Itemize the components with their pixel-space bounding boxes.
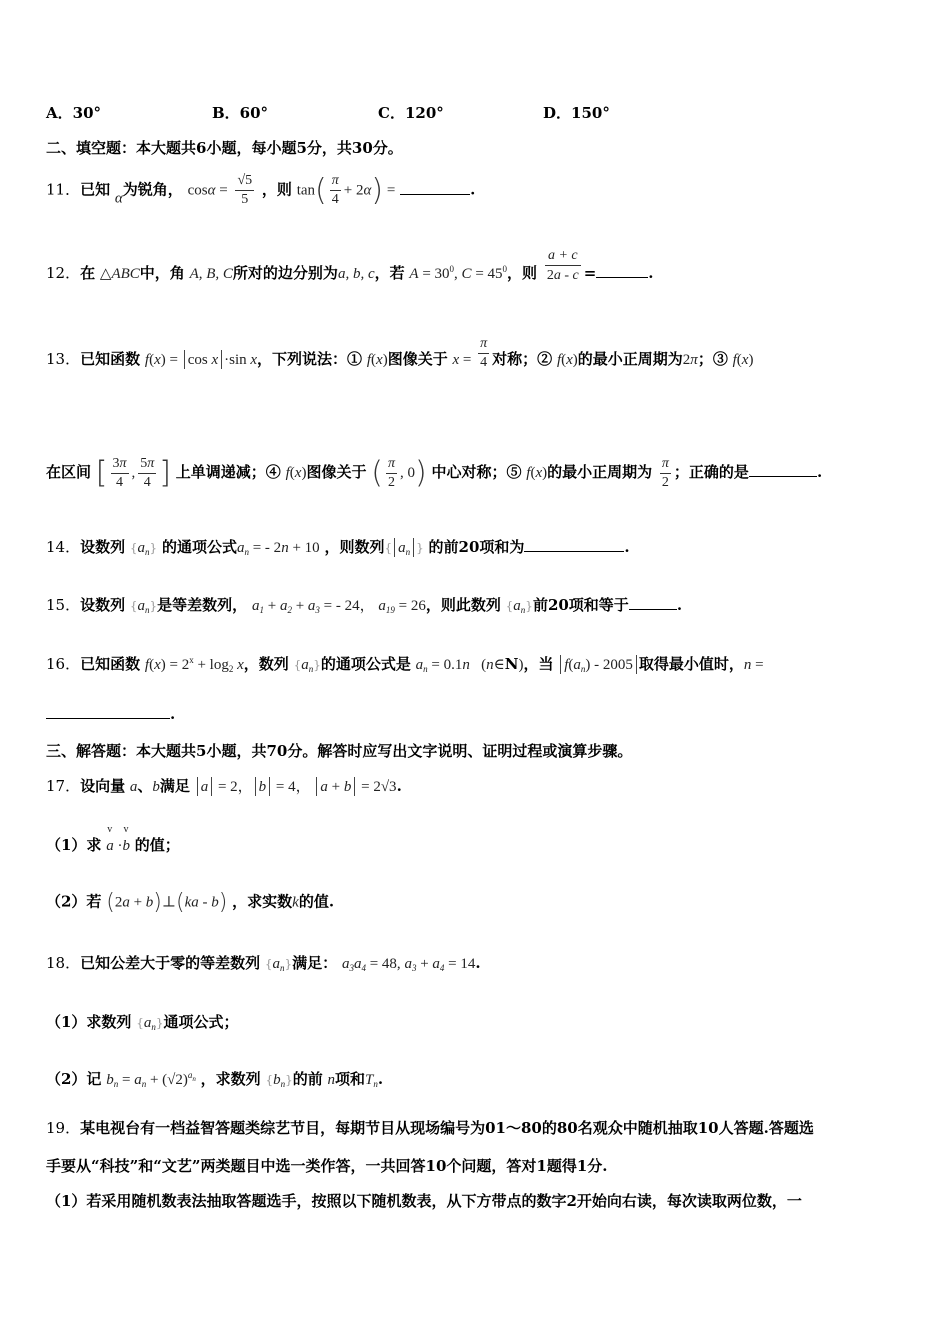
q12-eq: = (583, 264, 597, 282)
question-12: 12．在 △ABC中，角 A, B, C所对的边分别为a, b, c，若 $A = 30^0$, $C = 45^0$，则 $\frac{a + c}{2a - c}$ = . (46, 248, 654, 283)
q18-p2-text2: ，求数列 (200, 1070, 261, 1088)
q14-number: 14． (46, 538, 81, 556)
q15-period: . (676, 596, 683, 614)
q17-text1: 设向量 (80, 777, 126, 795)
section-3-heading: 三、解答题：本大题共5小题，共70分。解答时应写出文字说明、证明过程或演算步骤。 (46, 742, 633, 760)
q12-text1: 在 (80, 264, 96, 282)
question-13-continued: 在区间 [ $\frac{3\pi}{4}$ , $\frac{5\pi}{4}$ ] 上单调递减；④ f(x)图像关于 ( $\frac{\pi}{2}$ , 0) 中心对称；⑤ f(x)的最小正周期为 $\frac{\pi}{2}$ ；正确的是 . (46, 455, 823, 491)
question-17: 17．设向量 a、b满足 a = 2， b = 4， a + b = 2√3. (46, 777, 402, 795)
q18-text2: 满足： (292, 954, 338, 972)
q13b-text1: 在区间 (46, 463, 92, 481)
q12-number: 12． (46, 264, 81, 282)
q18-p2-text4: 项和 (335, 1070, 366, 1088)
q18-p1-text1: （1）求数列 (46, 1013, 132, 1031)
q19-number: 19． (46, 1119, 81, 1137)
q16-text5: 取得最小值时， (638, 655, 744, 673)
question-11: 11．已知 α为锐角， cosα = $\frac{√5}{5}$ ，则 tan( $\frac{\pi}{4}$ + 2α) = . (46, 173, 476, 208)
question-15: 15．设数列 $\{a_n\}$是等差数列， $a_1 + a_2 + a_3$ = - 24， $a_{19} = 26$，则此数列 $\{a_n\}$前20项和等于 . (46, 596, 683, 615)
q18-number: 18． (46, 954, 81, 972)
option-b: B．60° (212, 104, 269, 122)
q13b-text3: 图像关于 (306, 463, 367, 481)
q11-text: 已知 (80, 180, 111, 199)
q13-text1: 已知函数 (80, 350, 141, 368)
q19-part-1: （1）若采用随机数表法抽取答题选手，按照以下随机数表，从下方带点的数字2开始向右读，每次读取两位数，一 (46, 1192, 802, 1210)
q16-answer-blank[interactable] (46, 704, 170, 719)
question-16: 16．已知函数 $f(x) = 2^x + \log_2 x$，数列 $\{a_n\}$的通项公式是 $a_n = 0.1n$ (n∈N)，当 $f(a_n) - 2005$ 取得最小值时，n = (46, 655, 764, 674)
q16-period: . (170, 705, 176, 723)
q18-p1-text2: 通项公式； (163, 1013, 239, 1031)
q12-text4: ，若 (374, 264, 405, 282)
q17-text2: 、 (137, 777, 153, 795)
q19-line-2: 手要从“科技”和“文艺”两类题目中选一类作答，一共回答10个问题，答对1题得1分. (46, 1157, 608, 1175)
q16-number: 16． (46, 655, 81, 673)
q17-part-2: （2）若 (2a + b)⊥(ka - b) ，求实数k的值. (46, 890, 335, 915)
q18-part-2: （2）记 $b_n = a_n + (√2)^{a_n}$ ，求数列 $\{b_n\}$的前 n项和$T_n$. (46, 1070, 384, 1089)
q13-number: 13． (46, 350, 81, 368)
q19-line-1: 某电视台有一档益智答题类综艺节目，每期节目从现场编号为01～80的80名观众中随机抽取10人答题.答题选 (80, 1119, 814, 1137)
q18-period: . (475, 954, 481, 972)
q17-p2-text3: 的值. (298, 892, 335, 911)
q11-text3: ，则 (261, 180, 292, 199)
q17-p1-text2: 的值； (134, 836, 180, 854)
question-19 (46, 1117, 814, 1138)
q12-text5: ，则 (507, 264, 538, 282)
q18-p2-period: . (377, 1070, 384, 1088)
question-18: 18．已知公差大于零的等差数列 $\{a_n\}$满足： $a_3a_4 = 48$, $a_3 + a_4 = 14$. (46, 954, 481, 973)
q17-p1-text1: （1）求 (46, 836, 102, 854)
option-a: A．30° (46, 104, 102, 122)
q13-text4: 对称；② (492, 350, 553, 368)
q12-fraction: $\frac{a + c}{2a - c}$ (546, 248, 579, 283)
q15-text2: 是等差数列， (157, 596, 248, 614)
question-14: 14．设数列 $\{a_n\}$ 的通项公式$a_n$ = - 2n + 10 ，则数列{ $a_n$ } 的前20项和为 . (46, 538, 630, 557)
q13b-period: . (816, 463, 823, 481)
q17-part-1: （1）求 v a · v b 的值； (46, 824, 180, 854)
q13-text2: ，下列说法：① (257, 350, 363, 368)
q14-period: . (624, 538, 630, 556)
q14-answer-blank[interactable] (524, 537, 624, 552)
q15-answer-blank[interactable] (629, 595, 677, 610)
q18-p2-text1: （2）记 (46, 1070, 102, 1088)
q12-text3: 所对的边分别为 (232, 264, 338, 282)
q16-text1: 已知函数 (80, 655, 141, 673)
q18-text1: 已知公差大于零的等差数列 (80, 954, 261, 972)
q16-text4: ，当 (523, 655, 554, 673)
q13b-text4: 中心对称；⑤ (431, 463, 522, 481)
q17-number: 17． (46, 777, 81, 795)
q17-period: . (396, 777, 402, 795)
q13-text6: ；③ (697, 350, 728, 368)
q11-fraction: $\frac{√5}{5}$ (237, 173, 253, 207)
q14-text4: 的前20项和为 (428, 538, 525, 556)
q17-p2-text2: ，求实数 (232, 892, 293, 911)
q13b-text5: 的最小正周期为 (547, 463, 653, 481)
option-c: C．120° (378, 104, 444, 122)
q15-number: 15． (46, 596, 81, 614)
q11-period: . (470, 180, 476, 199)
q17-p2-text1: （2）若 (46, 892, 102, 911)
section-2-heading: 二、填空题：本大题共6小题，每小题5分，共30分。 (46, 139, 403, 157)
q11-text2: 为锐角， (122, 180, 183, 199)
q12-text2: 中，角 (139, 264, 185, 282)
q12-period: . (648, 264, 654, 282)
q14-text3: ，则数列 (324, 538, 385, 556)
q16-text2: ，数列 (243, 655, 289, 673)
q18-part-1: （1）求数列 $\{a_n\}$通项公式； (46, 1013, 239, 1032)
q12-answer-blank[interactable] (596, 263, 648, 278)
q17-text3: 满足 (159, 777, 190, 795)
q13-text3: 图像关于 (387, 350, 448, 368)
q15-text1: 设数列 (80, 596, 126, 614)
q11-number: 11． (46, 180, 81, 199)
q15-text4: 前20项和等于 (532, 596, 629, 614)
q13-answer-blank[interactable] (749, 462, 817, 477)
q14-text1: 设数列 (80, 538, 126, 556)
question-13: 13．已知函数 f(x) = cos x ·sin x，下列说法：① f(x)图像关于 x = $\frac{\pi}{4}$ 对称；② f(x)的最小正周期为2π；③ f(x) (46, 335, 754, 370)
q13-text5: 的最小正周期为 (577, 350, 683, 368)
q14-text2: 的通项公式 (161, 538, 237, 556)
q18-p2-text3: 的前 (292, 1070, 323, 1088)
q13b-text2: 上单调递减；④ (175, 463, 281, 481)
q11-answer-blank[interactable] (400, 180, 470, 195)
option-d: D．150° (543, 104, 610, 122)
q16-text3: 的通项公式是 (320, 655, 411, 673)
q13b-text6: ；正确的是 (673, 463, 749, 481)
q15-text3: ，则此数列 (425, 596, 501, 614)
q16-answer-line (46, 704, 175, 723)
